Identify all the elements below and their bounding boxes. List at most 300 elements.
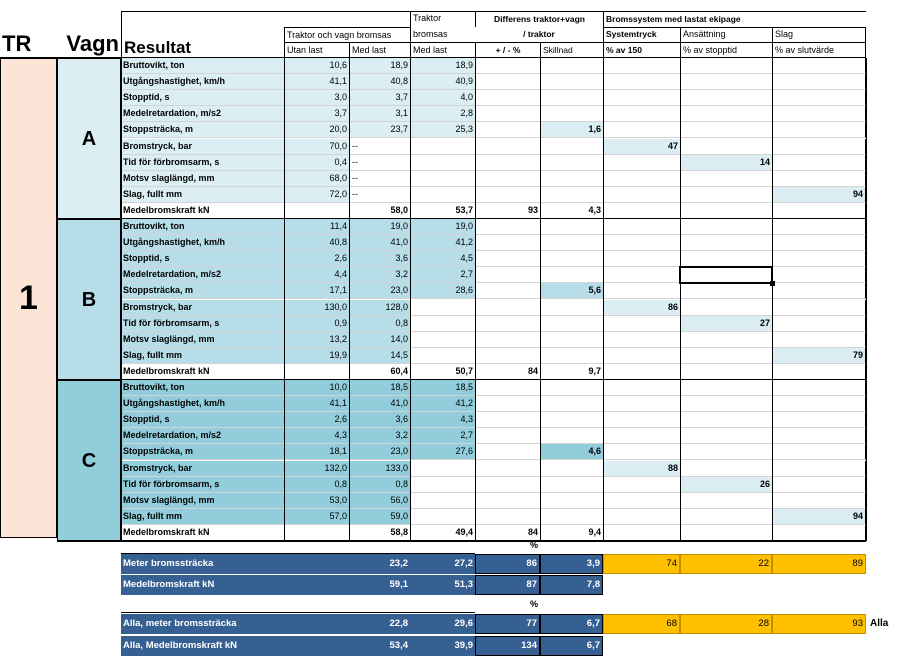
cell-med-last[interactable]: 58,0 (349, 203, 410, 219)
cell-systemtryck[interactable] (603, 316, 680, 332)
cell-systemtryck[interactable] (603, 525, 680, 541)
cell-skillnad[interactable] (540, 477, 603, 493)
cell-traktor[interactable]: 40,9 (410, 74, 475, 90)
cell-traktor[interactable]: 2,7 (410, 267, 475, 283)
cell-utan-last[interactable]: 3,0 (284, 90, 349, 106)
cell-ansattning[interactable] (680, 332, 772, 348)
cell-systemtryck[interactable] (603, 509, 680, 525)
cell-plus-minus[interactable] (475, 412, 540, 428)
cell-skillnad[interactable] (540, 235, 603, 251)
cell-traktor[interactable]: 53,7 (410, 203, 475, 219)
row-label[interactable]: Motsv slaglängd, mm (121, 493, 284, 509)
cell-skillnad[interactable] (540, 58, 603, 74)
row-label[interactable]: Medelbromskraft kN (121, 203, 284, 219)
header-systemtryck[interactable]: Systemtryck (603, 27, 680, 42)
cell-utan-last[interactable]: 20,0 (284, 122, 349, 138)
cell-med-last[interactable]: 128,0 (349, 300, 410, 316)
cell-ansattning[interactable] (680, 412, 772, 428)
cell-plus-minus[interactable] (475, 444, 540, 460)
cell-plus-minus[interactable] (475, 428, 540, 444)
row-label[interactable]: Bromstryck, bar (121, 461, 284, 477)
summary-label[interactable]: Alla, Medelbromskraft kN (121, 636, 349, 656)
cell-ansattning[interactable] (680, 300, 772, 316)
summary-label[interactable]: Medelbromskraft kN (121, 575, 349, 595)
cell-slag[interactable] (772, 171, 866, 187)
cell-skillnad[interactable] (540, 461, 603, 477)
cell-slag[interactable] (772, 235, 866, 251)
cell-utan-last[interactable]: 70,0 (284, 139, 349, 155)
cell-traktor[interactable]: 4,0 (410, 90, 475, 106)
row-label[interactable]: Utgångshastighet, km/h (121, 396, 284, 412)
cell-systemtryck[interactable] (603, 251, 680, 267)
cell-plus-minus[interactable] (475, 300, 540, 316)
row-label[interactable]: Utgångshastighet, km/h (121, 235, 284, 251)
cell-systemtryck[interactable] (603, 219, 680, 235)
cell-systemtryck[interactable] (603, 90, 680, 106)
row-label[interactable]: Tid för förbromsarm, s (121, 316, 284, 332)
cell-slag[interactable] (772, 396, 866, 412)
cell-med-last[interactable]: 41,0 (349, 396, 410, 412)
cell-traktor[interactable] (410, 461, 475, 477)
cell-traktor[interactable]: 2,7 (410, 428, 475, 444)
cell-plus-minus[interactable] (475, 235, 540, 251)
cell-skillnad[interactable] (540, 90, 603, 106)
cell-ansattning[interactable] (680, 251, 772, 267)
cell-traktor[interactable] (410, 316, 475, 332)
summary-plus-minus[interactable]: 134 (475, 636, 540, 656)
row-label[interactable]: Stoppsträcka, m (121, 444, 284, 460)
row-label[interactable]: Stopptid, s (121, 90, 284, 106)
cell-ansattning[interactable] (680, 58, 772, 74)
cell-utan-last[interactable]: 4,4 (284, 267, 349, 283)
summary-skillnad[interactable]: 6,7 (540, 636, 603, 656)
cell-ansattning[interactable] (680, 380, 772, 396)
cell-slag[interactable] (772, 283, 866, 299)
cell-ansattning[interactable] (680, 139, 772, 155)
cell-slag[interactable] (772, 219, 866, 235)
cell-med-last[interactable]: 133,0 (349, 461, 410, 477)
cell-slag[interactable] (772, 525, 866, 541)
cell-slag[interactable] (772, 380, 866, 396)
cell-ansattning[interactable] (680, 428, 772, 444)
cell-systemtryck[interactable] (603, 348, 680, 364)
cell-systemtryck[interactable] (603, 74, 680, 90)
cell-skillnad[interactable] (540, 251, 603, 267)
row-label[interactable]: Motsv slaglängd, mm (121, 332, 284, 348)
cell-med-last[interactable]: 19,0 (349, 219, 410, 235)
cell-systemtryck[interactable] (603, 493, 680, 509)
cell-skillnad[interactable] (540, 187, 603, 203)
cell-plus-minus[interactable] (475, 283, 540, 299)
cell-skillnad[interactable] (540, 412, 603, 428)
cell-utan-last[interactable] (284, 525, 349, 541)
row-label[interactable]: Stopptid, s (121, 251, 284, 267)
cell-systemtryck[interactable] (603, 155, 680, 171)
cell-skillnad[interactable] (540, 493, 603, 509)
cell-plus-minus[interactable] (475, 461, 540, 477)
cell-traktor[interactable]: 50,7 (410, 364, 475, 380)
cell-utan-last[interactable]: 0,4 (284, 155, 349, 171)
summary-slag[interactable]: 89 (772, 554, 866, 574)
cell-ansattning[interactable]: 26 (680, 477, 772, 493)
cell-slag[interactable] (772, 122, 866, 138)
cell-ansattning[interactable] (680, 396, 772, 412)
header-tr[interactable]: TR (2, 31, 32, 56)
cell-slag[interactable] (772, 251, 866, 267)
cell-slag[interactable]: 79 (772, 348, 866, 364)
cell-med-last[interactable]: 0,8 (349, 477, 410, 493)
header-differens-2[interactable]: / traktor (523, 29, 555, 40)
cell-plus-minus[interactable] (475, 332, 540, 348)
cell-plus-minus[interactable] (475, 187, 540, 203)
cell-ansattning[interactable] (680, 106, 772, 122)
cell-slag[interactable] (772, 412, 866, 428)
summary-traktor[interactable]: 51,3 (410, 575, 475, 595)
cell-systemtryck[interactable] (603, 267, 680, 283)
cell-traktor[interactable] (410, 155, 475, 171)
cell-med-last[interactable]: -- (349, 139, 410, 155)
cell-skillnad[interactable] (540, 74, 603, 90)
cell-slag[interactable] (772, 428, 866, 444)
cell-utan-last[interactable]: 40,8 (284, 235, 349, 251)
cell-systemtryck[interactable]: 47 (603, 139, 680, 155)
cell-skillnad[interactable]: 5,6 (540, 283, 603, 299)
cell-med-last[interactable]: 3,6 (349, 251, 410, 267)
cell-ansattning[interactable] (680, 90, 772, 106)
row-label[interactable]: Medelbromskraft kN (121, 525, 284, 541)
cell-slag[interactable] (772, 58, 866, 74)
vagn-a[interactable]: A (57, 58, 121, 219)
cell-traktor[interactable]: 2,8 (410, 106, 475, 122)
cell-slag[interactable] (772, 74, 866, 90)
cell-plus-minus[interactable] (475, 316, 540, 332)
cell-skillnad[interactable] (540, 300, 603, 316)
cell-utan-last[interactable]: 41,1 (284, 396, 349, 412)
cell-med-last[interactable]: -- (349, 155, 410, 171)
summary-skillnad[interactable]: 6,7 (540, 614, 603, 634)
cell-utan-last[interactable]: 17,1 (284, 283, 349, 299)
cell-plus-minus[interactable] (475, 139, 540, 155)
summary-skillnad[interactable]: 3,9 (540, 554, 603, 574)
cell-med-last[interactable]: 18,9 (349, 58, 410, 74)
cell-traktor[interactable]: 41,2 (410, 235, 475, 251)
cell-systemtryck[interactable] (603, 187, 680, 203)
cell-plus-minus[interactable] (475, 219, 540, 235)
row-label[interactable]: Bruttovikt, ton (121, 219, 284, 235)
cell-utan-last[interactable]: 19,9 (284, 348, 349, 364)
cell-plus-minus[interactable] (475, 396, 540, 412)
cell-med-last[interactable]: 3,2 (349, 267, 410, 283)
cell-utan-last[interactable] (284, 364, 349, 380)
cell-med-last[interactable]: 41,0 (349, 235, 410, 251)
cell-slag[interactable] (772, 493, 866, 509)
cell-skillnad[interactable] (540, 139, 603, 155)
cell-skillnad[interactable] (540, 106, 603, 122)
header-differens-1[interactable]: Differens traktor+vagn (475, 11, 603, 27)
header-slag[interactable]: Slag (772, 27, 866, 42)
cell-slag[interactable] (772, 90, 866, 106)
cell-utan-last[interactable]: 68,0 (284, 171, 349, 187)
header-med-last-2[interactable]: Med last (410, 42, 475, 58)
cell-ansattning[interactable] (680, 187, 772, 203)
cell-utan-last[interactable]: 10,6 (284, 58, 349, 74)
row-label[interactable]: Tid för förbromsarm, s (121, 155, 284, 171)
cell-skillnad[interactable]: 4,6 (540, 444, 603, 460)
cell-plus-minus[interactable]: 93 (475, 203, 540, 219)
cell-utan-last[interactable]: 0,8 (284, 477, 349, 493)
cell-slag[interactable]: 94 (772, 187, 866, 203)
cell-med-last[interactable]: 59,0 (349, 509, 410, 525)
cell-slag[interactable] (772, 155, 866, 171)
cell-plus-minus[interactable] (475, 267, 540, 283)
cell-med-last[interactable]: 40,8 (349, 74, 410, 90)
cell-med-last[interactable]: 3,7 (349, 90, 410, 106)
vagn-b[interactable]: B (57, 219, 121, 380)
cell-ansattning[interactable] (680, 493, 772, 509)
cell-traktor[interactable] (410, 171, 475, 187)
cell-skillnad[interactable] (540, 396, 603, 412)
cell-slag[interactable] (772, 300, 866, 316)
summary-traktor[interactable]: 27,2 (410, 554, 475, 574)
header-med-last[interactable]: Med last (349, 42, 410, 58)
cell-med-last[interactable]: 14,5 (349, 348, 410, 364)
header-ansattning[interactable]: Ansättning (680, 27, 772, 42)
cell-plus-minus[interactable] (475, 106, 540, 122)
cell-plus-minus[interactable] (475, 493, 540, 509)
cell-skillnad[interactable]: 1,6 (540, 122, 603, 138)
cell-traktor[interactable]: 19,0 (410, 219, 475, 235)
cell-skillnad[interactable] (540, 219, 603, 235)
header-utan-last[interactable]: Utan last (284, 42, 349, 58)
cell-plus-minus[interactable] (475, 348, 540, 364)
cell-systemtryck[interactable] (603, 412, 680, 428)
cell-ansattning[interactable] (680, 74, 772, 90)
cell-utan-last[interactable]: 4,3 (284, 428, 349, 444)
cell-systemtryck[interactable] (603, 332, 680, 348)
cell-plus-minus[interactable] (475, 122, 540, 138)
cell-plus-minus[interactable] (475, 74, 540, 90)
cell-ansattning[interactable] (680, 203, 772, 219)
header-traktor-vagn[interactable]: Traktor och vagn bromsas (284, 28, 410, 42)
summary-traktor[interactable]: 39,9 (410, 636, 475, 656)
cell-ansattning[interactable] (680, 171, 772, 187)
header-pct-slut[interactable]: % av slutvärde (772, 42, 866, 58)
cell-traktor[interactable]: 49,4 (410, 525, 475, 541)
cell-systemtryck[interactable] (603, 444, 680, 460)
cell-systemtryck[interactable] (603, 106, 680, 122)
cell-systemtryck[interactable] (603, 171, 680, 187)
cell-med-last[interactable]: 58,8 (349, 525, 410, 541)
cell-slag[interactable] (772, 316, 866, 332)
cell-systemtryck[interactable] (603, 283, 680, 299)
cell-utan-last[interactable]: 0,9 (284, 316, 349, 332)
cell-skillnad[interactable]: 4,3 (540, 203, 603, 219)
cell-med-last[interactable]: 60,4 (349, 364, 410, 380)
summary-systemtryck[interactable]: 68 (603, 614, 680, 634)
cell-systemtryck[interactable] (603, 380, 680, 396)
cell-traktor[interactable] (410, 187, 475, 203)
cell-slag[interactable] (772, 203, 866, 219)
cell-systemtryck[interactable] (603, 203, 680, 219)
row-label[interactable]: Slag, fullt mm (121, 509, 284, 525)
cell-utan-last[interactable]: 11,4 (284, 219, 349, 235)
summary-pct-1[interactable]: % (529, 539, 538, 550)
cell-med-last[interactable]: 3,1 (349, 106, 410, 122)
row-label[interactable]: Tid för förbromsarm, s (121, 477, 284, 493)
cell-systemtryck[interactable] (603, 235, 680, 251)
cell-ansattning[interactable] (680, 283, 772, 299)
cell-traktor[interactable] (410, 300, 475, 316)
summary-med[interactable]: 23,2 (349, 554, 410, 574)
summary-skillnad[interactable]: 7,8 (540, 575, 603, 595)
summary-ansattning[interactable]: 28 (680, 614, 772, 634)
cell-utan-last[interactable]: 53,0 (284, 493, 349, 509)
row-label[interactable]: Medelretardation, m/s2 (121, 106, 284, 122)
cell-med-last[interactable]: 18,5 (349, 380, 410, 396)
cell-traktor[interactable] (410, 493, 475, 509)
cell-slag[interactable] (772, 364, 866, 380)
row-label[interactable]: Bromstryck, bar (121, 139, 284, 155)
row-label[interactable]: Stoppsträcka, m (121, 283, 284, 299)
cell-traktor[interactable]: 27,6 (410, 444, 475, 460)
cell-systemtryck[interactable] (603, 364, 680, 380)
cell-skillnad[interactable] (540, 509, 603, 525)
header-traktor-1[interactable]: Traktor (410, 11, 475, 26)
row-label[interactable]: Bromstryck, bar (121, 300, 284, 316)
summary-systemtryck[interactable]: 74 (603, 554, 680, 574)
cell-plus-minus[interactable] (475, 477, 540, 493)
row-label[interactable]: Medelretardation, m/s2 (121, 428, 284, 444)
summary-ansattning[interactable]: 22 (680, 554, 772, 574)
cell-systemtryck[interactable] (603, 122, 680, 138)
cell-med-last[interactable]: 56,0 (349, 493, 410, 509)
summary-pct-2[interactable]: % (529, 598, 538, 609)
cell-traktor[interactable] (410, 348, 475, 364)
cell-ansattning[interactable]: 27 (680, 316, 772, 332)
cell-systemtryck[interactable] (603, 477, 680, 493)
cell-med-last[interactable]: 3,2 (349, 428, 410, 444)
cell-utan-last[interactable]: 41,1 (284, 74, 349, 90)
cell-traktor[interactable]: 4,3 (410, 412, 475, 428)
cell-skillnad[interactable]: 9,7 (540, 364, 603, 380)
header-plus-minus[interactable]: + / - % (475, 42, 540, 58)
cell-utan-last[interactable]: 10,0 (284, 380, 349, 396)
cell-med-last[interactable]: 3,6 (349, 412, 410, 428)
cell-skillnad[interactable] (540, 380, 603, 396)
summary-label[interactable]: Alla, meter bromssträcka (121, 614, 349, 634)
cell-utan-last[interactable]: 57,0 (284, 509, 349, 525)
cell-med-last[interactable]: -- (349, 171, 410, 187)
row-label[interactable]: Medelretardation, m/s2 (121, 267, 284, 283)
cell-ansattning[interactable] (680, 348, 772, 364)
summary-label[interactable]: Meter bromssträcka (121, 554, 349, 574)
cell-med-last[interactable]: 23,7 (349, 122, 410, 138)
cell-skillnad[interactable] (540, 332, 603, 348)
cell-slag[interactable] (772, 332, 866, 348)
cell-utan-last[interactable]: 18,1 (284, 444, 349, 460)
cell-utan-last[interactable]: 132,0 (284, 461, 349, 477)
cell-systemtryck[interactable]: 88 (603, 461, 680, 477)
cell-skillnad[interactable] (540, 316, 603, 332)
summary-plus-minus[interactable]: 77 (475, 614, 540, 634)
cell-slag[interactable] (772, 139, 866, 155)
row-label[interactable]: Slag, fullt mm (121, 348, 284, 364)
cell-skillnad[interactable] (540, 171, 603, 187)
cell-ansattning[interactable]: 14 (680, 155, 772, 171)
cell-traktor[interactable]: 41,2 (410, 396, 475, 412)
vagn-c[interactable]: C (57, 380, 121, 541)
cell-ansattning[interactable] (680, 525, 772, 541)
cell-systemtryck[interactable] (603, 58, 680, 74)
cell-traktor[interactable]: 4,5 (410, 251, 475, 267)
cell-skillnad[interactable] (540, 267, 603, 283)
header-traktor-2[interactable]: bromsas (410, 26, 475, 42)
summary-med[interactable]: 22,8 (349, 614, 410, 634)
cell-slag[interactable] (772, 477, 866, 493)
cell-plus-minus[interactable] (475, 171, 540, 187)
cell-utan-last[interactable]: 72,0 (284, 187, 349, 203)
summary-plus-minus[interactable]: 87 (475, 575, 540, 595)
header-vagn[interactable]: Vagn (66, 31, 119, 56)
cell-ansattning[interactable] (680, 461, 772, 477)
cell-slag[interactable] (772, 444, 866, 460)
cell-ansattning[interactable] (680, 509, 772, 525)
cell-traktor[interactable] (410, 139, 475, 155)
cell-traktor[interactable] (410, 477, 475, 493)
cell-plus-minus[interactable] (475, 58, 540, 74)
cell-traktor[interactable]: 18,9 (410, 58, 475, 74)
cell-skillnad[interactable] (540, 348, 603, 364)
cell-utan-last[interactable]: 2,6 (284, 251, 349, 267)
cell-skillnad[interactable]: 9,4 (540, 525, 603, 541)
cell-slag[interactable] (772, 267, 866, 283)
summary-plus-minus[interactable]: 86 (475, 554, 540, 574)
header-pct-150[interactable]: % av 150 (603, 42, 680, 58)
row-label[interactable]: Medelbromskraft kN (121, 364, 284, 380)
summary-med[interactable]: 53,4 (349, 636, 410, 656)
cell-med-last[interactable]: 14,0 (349, 332, 410, 348)
summary-extra[interactable]: Alla (870, 618, 889, 629)
cell-traktor[interactable]: 28,6 (410, 283, 475, 299)
cell-med-last[interactable]: 23,0 (349, 444, 410, 460)
row-label[interactable]: Slag, fullt mm (121, 187, 284, 203)
cell-traktor[interactable]: 25,3 (410, 122, 475, 138)
tr-cell[interactable]: 1 (0, 58, 57, 538)
cell-ansattning[interactable] (680, 219, 772, 235)
summary-traktor[interactable]: 29,6 (410, 614, 475, 634)
cell-utan-last[interactable]: 13,2 (284, 332, 349, 348)
cell-ansattning[interactable] (680, 122, 772, 138)
header-pct-stopp[interactable]: % av stopptid (680, 42, 772, 58)
cell-ansattning[interactable] (680, 364, 772, 380)
cell-systemtryck[interactable]: 86 (603, 300, 680, 316)
row-label[interactable]: Motsv slaglängd, mm (121, 171, 284, 187)
row-label[interactable]: Stopptid, s (121, 412, 284, 428)
cell-slag[interactable] (772, 106, 866, 122)
cell-med-last[interactable]: -- (349, 187, 410, 203)
summary-slag[interactable]: 93 (772, 614, 866, 634)
cell-systemtryck[interactable] (603, 428, 680, 444)
cell-utan-last[interactable]: 2,6 (284, 412, 349, 428)
cell-slag[interactable]: 94 (772, 509, 866, 525)
cell-plus-minus[interactable] (475, 90, 540, 106)
header-skillnad[interactable]: Skillnad (540, 42, 603, 58)
cell-plus-minus[interactable] (475, 155, 540, 171)
cell-plus-minus[interactable] (475, 509, 540, 525)
header-bromssystem[interactable]: Bromssystem med lastat ekipage (603, 11, 866, 27)
row-label[interactable]: Bruttovikt, ton (121, 380, 284, 396)
cell-traktor[interactable] (410, 509, 475, 525)
